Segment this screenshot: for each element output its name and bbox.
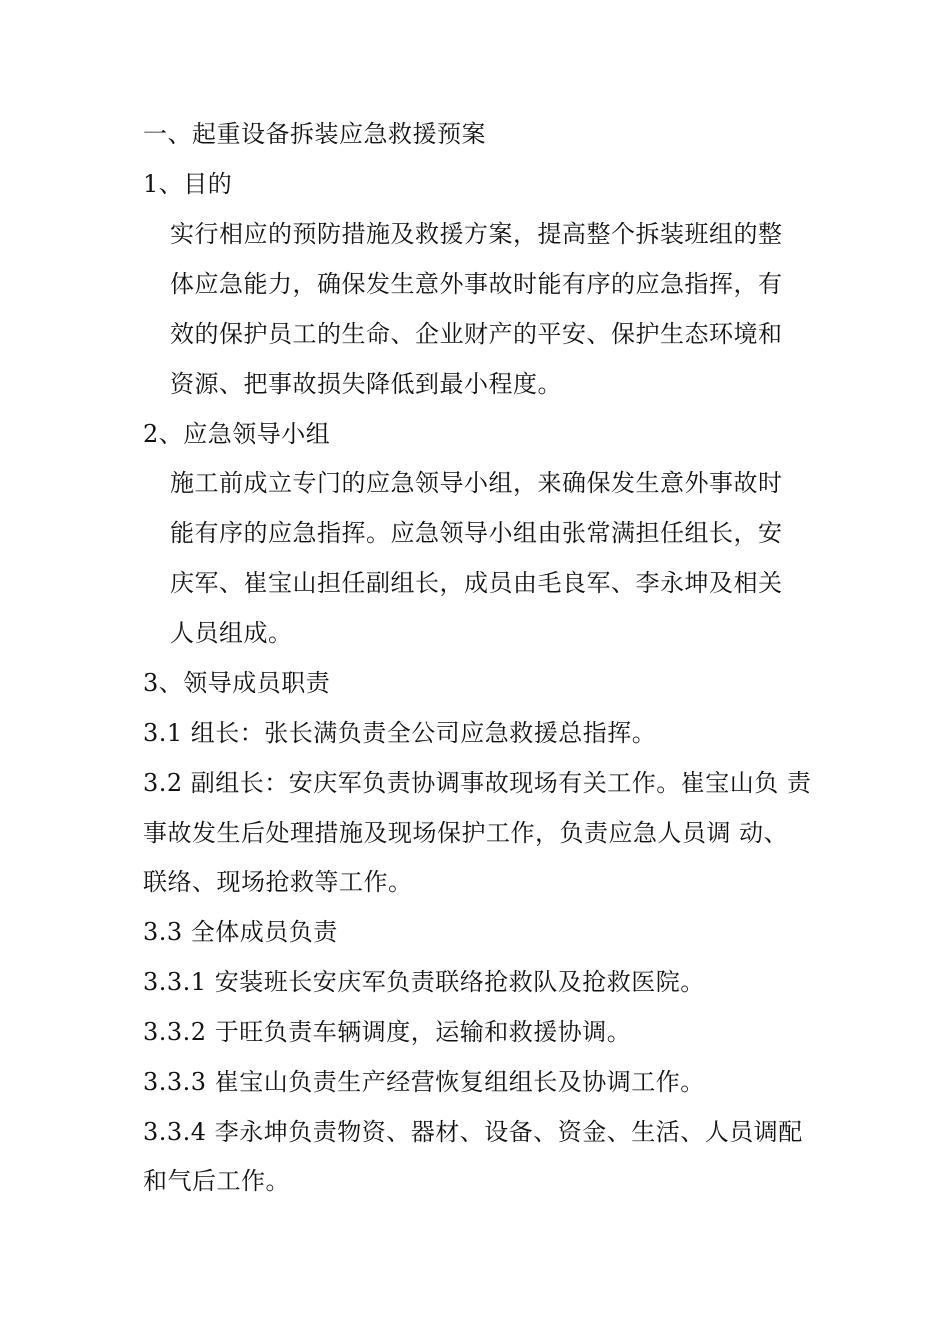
item-3-3-3: 3.3.3 崔宝山负责生产经营恢复组组长及协调工作。 <box>143 1068 705 1096</box>
item-3-3: 3.3 全体成员负责 <box>143 918 338 946</box>
section-2-line-1: 施工前成立专门的应急领导小组，来确保发生意外事故时 <box>170 469 783 497</box>
section-2-heading: 2、应急领导小组 <box>143 420 331 448</box>
section-1-line-3: 效的保护员工的生命、企业财产的平安、保护生态环境和 <box>170 320 783 348</box>
item-3-2-line-1: 3.2 副组长：安庆军负责协调事故现场有关工作。崔宝山负 责 <box>143 769 812 797</box>
section-1-heading: 1、目的 <box>143 170 233 198</box>
item-3-2-line-2: 事故发生后处理措施及现场保护工作，负责应急人员调 动、 <box>143 819 789 847</box>
item-3-3-2: 3.3.2 于旺负责车辆调度，运输和救援协调。 <box>143 1018 632 1046</box>
item-3-2-line-3: 联络、现场抢救等工作。 <box>143 868 413 896</box>
item-3-1: 3.1 组长：张长满负责全公司应急救援总指挥。 <box>143 719 657 747</box>
item-3-3-1: 3.3.1 安装班长安庆军负责联络抢救队及抢救医院。 <box>143 968 705 996</box>
section-2-line-3: 庆军、崔宝山担任副组长，成员由毛良军、李永坤及相关 <box>170 569 783 597</box>
section-1-line-4: 资源、把事故损失降低到最小程度。 <box>170 370 562 398</box>
section-2-line-2: 能有序的应急指挥。应急领导小组由张常满担任组长，安 <box>170 519 783 547</box>
item-3-3-4-line-1: 3.3.4 李永坤负责物资、器材、设备、资金、生活、人员调配 <box>143 1118 803 1146</box>
section-1-line-2: 体应急能力，确保发生意外事故时能有序的应急指挥，有 <box>170 270 783 298</box>
item-3-3-4-line-2: 和气后工作。 <box>143 1167 290 1195</box>
document-title: 一、起重设备拆装应急救援预案 <box>143 120 486 148</box>
section-3-heading: 3、领导成员职责 <box>143 669 331 697</box>
section-1-line-1: 实行相应的预防措施及救援方案，提高整个拆装班组的整 <box>170 220 783 248</box>
section-2-line-4: 人员组成。 <box>170 619 293 647</box>
